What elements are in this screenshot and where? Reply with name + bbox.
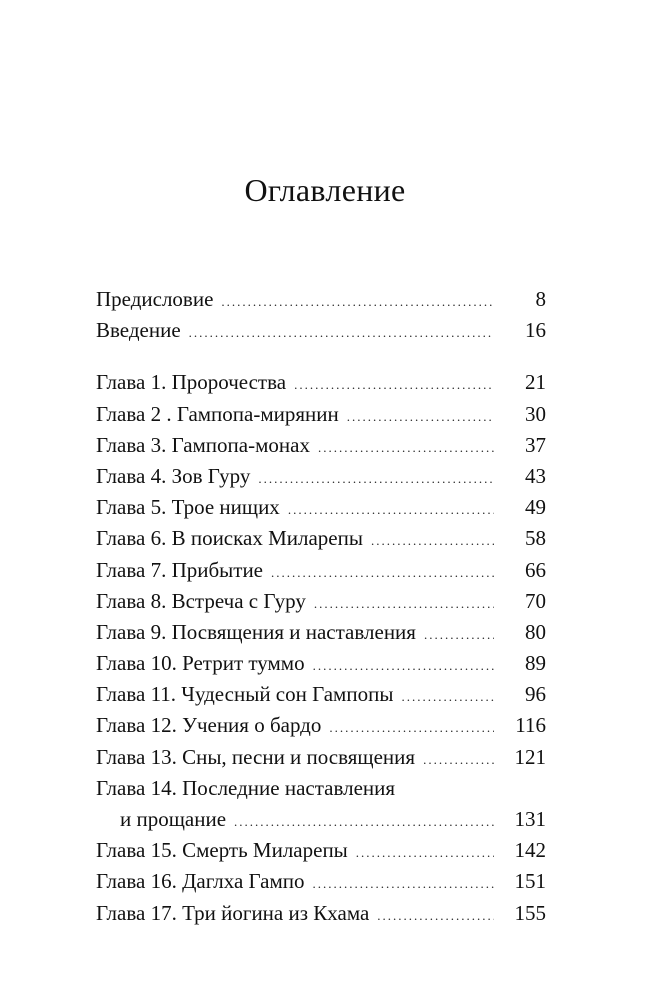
toc-entry-chapter-5[interactable] [96, 492, 546, 523]
toc-entry-page: 70 [525, 588, 546, 613]
toc-entry-chapter-3[interactable] [96, 430, 546, 461]
table-of-contents [96, 284, 546, 929]
dot-leader [314, 588, 494, 619]
dot-leader [258, 463, 494, 494]
toc-entry-page: 116 [515, 713, 546, 738]
toc-entry-chapter-11[interactable] [96, 679, 546, 710]
toc-entry-chapter-2[interactable] [96, 399, 546, 430]
toc-entry-introduction[interactable] [96, 315, 546, 346]
toc-entry-title: Глава 8. Встреча с Гуру [96, 588, 306, 613]
toc-entry-chapter-15[interactable] [96, 835, 546, 866]
toc-entry-page: 155 [514, 900, 546, 925]
toc-entry-chapter-10[interactable] [96, 648, 546, 679]
toc-entry-title: Глава 12. Учения о бардо [96, 713, 322, 738]
toc-entry-title: Глава 15. Смерть Миларепы [96, 838, 348, 863]
dot-leader [189, 317, 494, 348]
dot-leader [423, 744, 494, 775]
toc-entry-page: 80 [525, 619, 546, 644]
toc-entry-title: Глава 6. В поисках Миларепы [96, 526, 363, 551]
dot-leader [318, 432, 494, 463]
toc-entry-chapter-4[interactable] [96, 461, 546, 492]
toc-entry-title: Глава 17. Три йогина из Кхама [96, 900, 370, 925]
toc-entry-page: 8 [535, 287, 546, 311]
toc-entry-title: Глава 5. Трое нищих [96, 495, 280, 520]
dot-leader [401, 681, 494, 712]
toc-entry-title: Глава 2 . Гампопа-мирянин [96, 401, 339, 426]
dot-leader [347, 401, 494, 432]
toc-entry-page: 16 [525, 318, 546, 343]
toc-entry-title: Глава 3. Гампопа-монах [96, 432, 310, 457]
toc-entry-page: 66 [525, 557, 546, 582]
toc-entry-title: Глава 1. Пророчества [96, 370, 287, 395]
toc-entry-page: 151 [514, 869, 546, 894]
dot-leader [271, 557, 494, 588]
page-title: Оглавление [244, 172, 406, 208]
toc-entry-preface[interactable] [96, 284, 546, 315]
toc-entry-page: 30 [525, 401, 546, 426]
dot-leader [356, 837, 494, 868]
toc-entry-page: 58 [525, 526, 546, 551]
dot-leader [371, 525, 494, 556]
toc-entry-title: Глава 4. Зов Гуру [96, 463, 251, 488]
dot-leader [234, 806, 494, 837]
dot-leader [294, 369, 494, 400]
toc-entry-chapter-6[interactable] [96, 523, 546, 554]
toc-entry-title-continuation: и прощание [120, 807, 227, 831]
toc-entry-chapter-7[interactable] [96, 555, 546, 586]
toc-entry-title: Глава 16. Даглха Гампо [96, 869, 305, 894]
dot-leader [377, 900, 494, 931]
toc-entry-page: 89 [525, 651, 546, 676]
dot-leader [329, 712, 494, 743]
toc-entry-chapter-12[interactable] [96, 710, 546, 741]
toc-entry-title: Глава 11. Чудесный сон Гампопы [96, 682, 394, 707]
toc-entry-page: 49 [525, 495, 546, 520]
dot-leader [288, 494, 494, 525]
toc-entry-title: Введение [96, 318, 181, 343]
toc-entry-chapter-16[interactable] [96, 866, 546, 897]
toc-entry-page: 37 [525, 432, 546, 457]
toc-entry-title: Глава 7. Прибытие [96, 557, 264, 582]
dot-leader [313, 650, 494, 681]
toc-entry-chapter-17[interactable] [96, 898, 546, 929]
toc-entry-page: 21 [525, 370, 546, 395]
toc-entry-page: 96 [525, 682, 546, 707]
toc-entry-chapter-8[interactable] [96, 586, 546, 617]
toc-entry-title: Глава 13. Сны, песни и посвящения [96, 744, 416, 769]
toc-entry-chapter-9[interactable] [96, 617, 546, 648]
toc-entry-chapter-13[interactable] [96, 742, 546, 773]
toc-entry-page: 142 [514, 838, 546, 863]
toc-entry-chapter-1[interactable] [96, 367, 546, 398]
dot-leader [424, 619, 494, 650]
dot-leader [221, 286, 494, 317]
toc-entry-chapter-14[interactable] [96, 773, 546, 835]
toc-entry-title: Глава 9. Посвящения и наставления [96, 619, 416, 644]
toc-entry-page: 121 [514, 744, 546, 769]
dot-leader [313, 868, 494, 899]
toc-entry-title: Глава 14. Последние наставления [96, 775, 396, 800]
toc-entry-page: 43 [525, 463, 546, 488]
toc-entry-page: 131 [514, 807, 546, 831]
toc-entry-title: Глава 10. Ретрит туммо [96, 651, 305, 676]
toc-entry-title: Предисловие [96, 287, 214, 311]
